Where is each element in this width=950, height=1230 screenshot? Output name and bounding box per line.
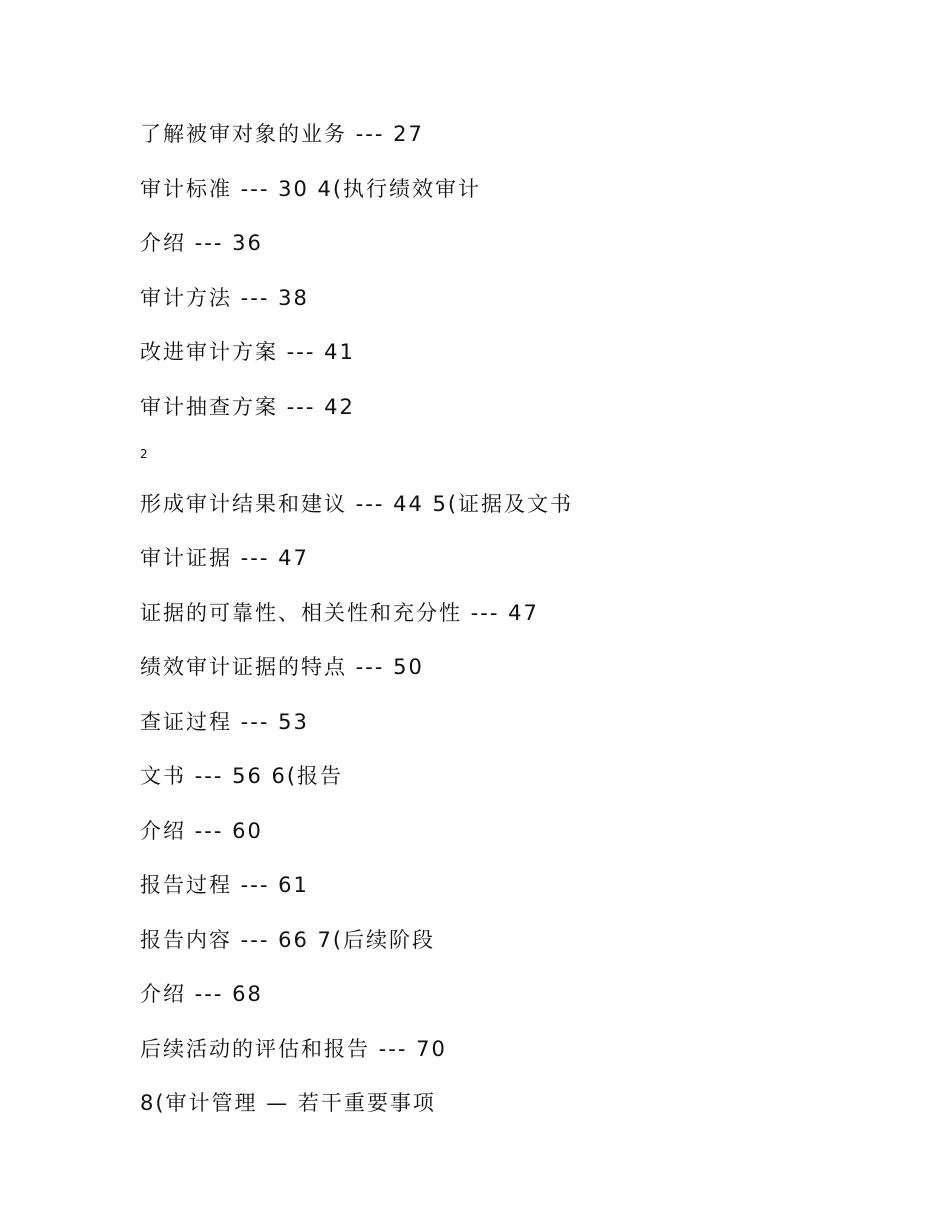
page-number: 2	[140, 447, 148, 461]
toc-entry: 审计抽查方案 --- 42	[140, 395, 355, 419]
toc-entry: 报告内容 --- 66 7(后续阶段	[140, 928, 436, 952]
toc-entry: 形成审计结果和建议 --- 44 5(证据及文书	[140, 492, 574, 516]
toc-entry: 证据的可靠性、相关性和充分性 --- 47	[140, 601, 539, 625]
toc-entry: 改进审计方案 --- 41	[140, 340, 355, 364]
toc-entry: 介绍 --- 36	[140, 231, 263, 255]
toc-entry: 介绍 --- 60	[140, 819, 263, 843]
toc-entry: 文书 --- 56 6(报告	[140, 764, 344, 788]
toc-entry: 介绍 --- 68	[140, 982, 263, 1006]
toc-entry: 8(审计管理 — 若干重要事项	[140, 1091, 436, 1115]
toc-entry: 查证过程 --- 53	[140, 710, 309, 734]
toc-entry: 审计证据 --- 47	[140, 546, 309, 570]
toc-entry: 绩效审计证据的特点 --- 50	[140, 655, 424, 679]
toc-entry: 审计标准 --- 30 4(执行绩效审计	[140, 177, 482, 201]
toc-entry: 后续活动的评估和报告 --- 70	[140, 1037, 447, 1061]
toc-entry: 了解被审对象的业务 --- 27	[140, 122, 424, 146]
toc-entry: 审计方法 --- 38	[140, 286, 309, 310]
toc-entry: 报告过程 --- 61	[140, 873, 309, 897]
